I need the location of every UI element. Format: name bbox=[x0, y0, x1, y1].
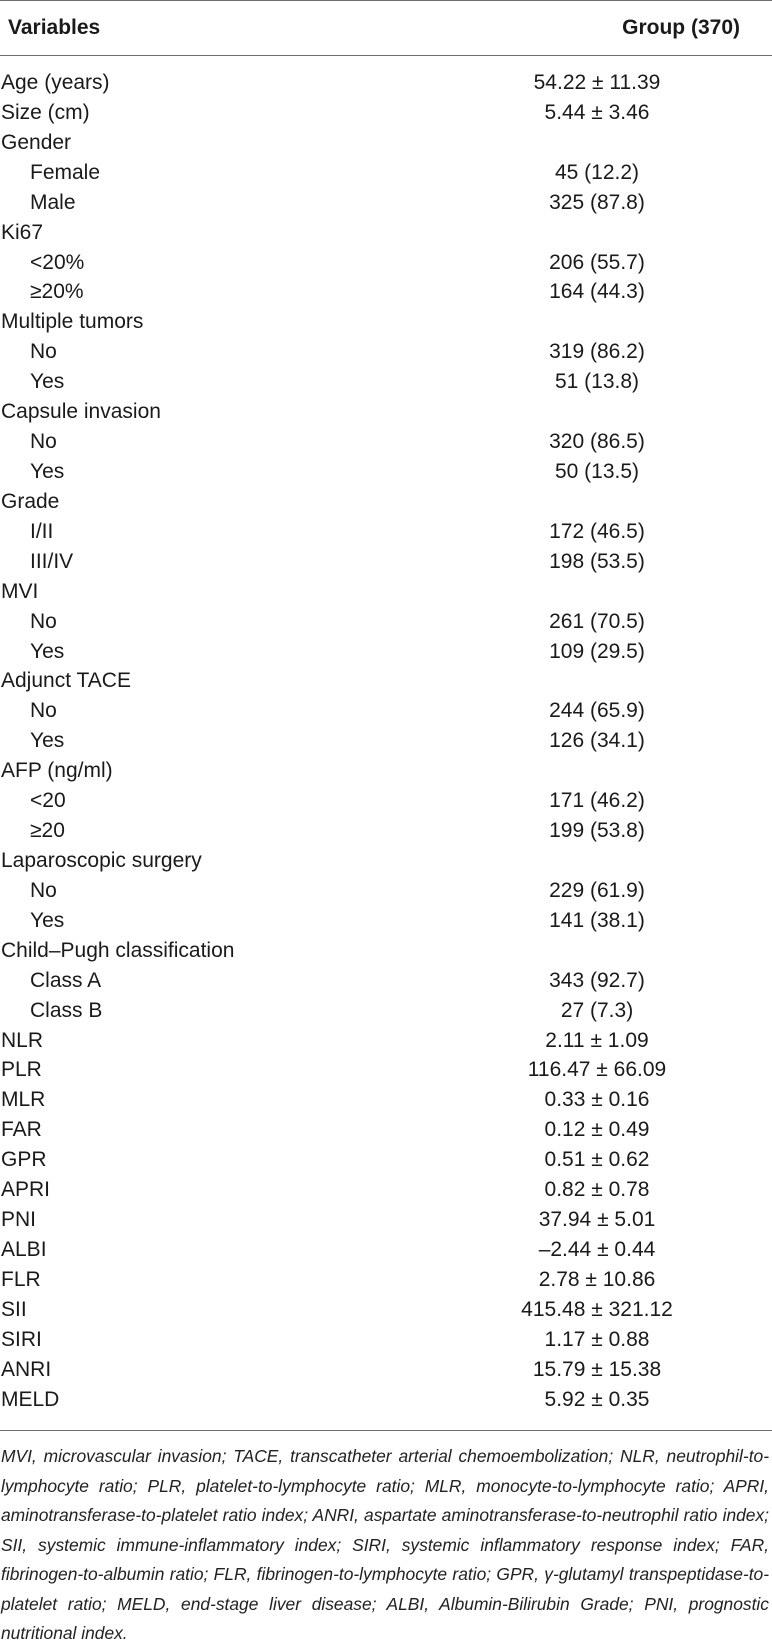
row-label: SIRI bbox=[1, 1327, 42, 1351]
row-label: Capsule invasion bbox=[1, 400, 161, 424]
row-label: Female bbox=[30, 160, 101, 184]
row-label: MLR bbox=[1, 1088, 46, 1112]
table-row bbox=[0, 1325, 772, 1355]
row-label: SII bbox=[1, 1297, 27, 1321]
row-value: 415.48 ± 321.12 bbox=[521, 1297, 673, 1321]
row-label: Yes bbox=[30, 459, 65, 483]
table-subrow bbox=[0, 337, 772, 367]
row-value: 50 (13.5) bbox=[554, 459, 640, 483]
row-value: 343 (92.7) bbox=[549, 968, 645, 992]
table-row bbox=[0, 846, 772, 876]
table-row bbox=[0, 1265, 772, 1295]
row-label: Ki67 bbox=[1, 220, 44, 244]
table-subrow bbox=[0, 876, 772, 906]
table-row bbox=[0, 1205, 772, 1235]
row-label: Age (years) bbox=[1, 71, 110, 94]
table-subrow bbox=[0, 248, 772, 278]
table-subrow bbox=[0, 188, 772, 218]
row-label: ≥20 bbox=[30, 819, 65, 843]
row-value: 37.94 ± 5.01 bbox=[538, 1208, 656, 1232]
row-label: Grade bbox=[1, 489, 60, 513]
row-label: Child–Pugh classification bbox=[1, 938, 235, 962]
table-row bbox=[0, 1385, 772, 1415]
row-label: Laparoscopic surgery bbox=[1, 848, 202, 872]
table-subrow bbox=[0, 696, 772, 726]
row-value: 1.17 ± 0.88 bbox=[544, 1327, 650, 1351]
row-label: ≥20% bbox=[30, 280, 84, 304]
table-row bbox=[0, 307, 772, 337]
row-label: No bbox=[30, 878, 57, 902]
row-value: 206 (55.7) bbox=[549, 250, 645, 274]
row-label: Male bbox=[30, 190, 76, 214]
row-value: 0.12 ± 0.49 bbox=[544, 1118, 650, 1142]
table-row bbox=[0, 1355, 772, 1385]
table-row bbox=[0, 1145, 772, 1175]
row-label: Yes bbox=[30, 639, 65, 663]
table-row bbox=[0, 218, 772, 248]
table-subrow bbox=[0, 726, 772, 756]
row-value: 325 (87.8) bbox=[549, 190, 645, 214]
row-label: GPR bbox=[1, 1148, 47, 1172]
table-row bbox=[0, 936, 772, 966]
table-row bbox=[0, 666, 772, 696]
table-subrow bbox=[0, 906, 772, 936]
row-value: 164 (44.3) bbox=[549, 280, 645, 304]
table-subrow bbox=[0, 996, 772, 1026]
table-row bbox=[0, 1115, 772, 1145]
row-value: 109 (29.5) bbox=[549, 639, 645, 663]
row-value: 261 (70.5) bbox=[549, 609, 645, 633]
row-value: 116.47 ± 66.09 bbox=[527, 1058, 667, 1082]
table-row bbox=[0, 756, 772, 786]
row-value: –2.44 ± 0.44 bbox=[538, 1237, 656, 1261]
row-value: 45 (12.2) bbox=[554, 160, 640, 184]
table-footnote: MVI, microvascular invasion; TACE, transcatheter arterial chemoembolization; NLR, neutrophil-to-lymphocyte ratio; PLR, platelet-to-lymphocyte ratio; MLR, monocyte-to-lymphocyte ratio; APRI, aminotransferase-to-platelet ratio index; ANRI, aspartate aminotransferase-to-neutrophil ratio index; SII, systemic immune-inflammatory index; SIRI, systemic inflammatory response index; FAR, fibrinogen-to-albumin ratio; FLR, fibrinogen-to-lymphocyte ratio; GPR, γ-glutamyl transpeptidase-to-platelet ratio; MELD, end-stage liver disease; ALBI, Albumin-Bilirubin Grade; PNI, prognostic nutritional index. bbox=[1, 1446, 769, 1643]
table-row bbox=[0, 68, 772, 98]
table-subrow bbox=[0, 427, 772, 457]
row-label: I/II bbox=[30, 519, 54, 543]
row-label: III/IV bbox=[30, 549, 74, 573]
row-label: No bbox=[30, 699, 57, 723]
table-subrow bbox=[0, 457, 772, 487]
row-value: 319 (86.2) bbox=[549, 340, 645, 364]
table-row bbox=[0, 1055, 772, 1085]
table-row bbox=[0, 577, 772, 607]
row-value: 54.22 ± 11.39 bbox=[533, 71, 661, 94]
table-subrow bbox=[0, 607, 772, 637]
row-label: <20% bbox=[30, 250, 85, 274]
table-row bbox=[0, 397, 772, 427]
row-label: Yes bbox=[30, 370, 65, 394]
row-value: 141 (38.1) bbox=[549, 908, 645, 932]
table-subrow bbox=[0, 637, 772, 667]
table-subrow bbox=[0, 816, 772, 846]
row-value: 198 (53.5) bbox=[549, 549, 645, 573]
row-value: 199 (53.8) bbox=[549, 819, 645, 843]
row-value: 172 (46.5) bbox=[549, 519, 645, 543]
table-bottom-rule bbox=[0, 1430, 772, 1431]
row-label: No bbox=[30, 430, 57, 454]
table-row bbox=[0, 1295, 772, 1325]
row-label: No bbox=[30, 609, 57, 633]
row-label: FAR bbox=[1, 1118, 42, 1142]
row-value: 5.44 ± 3.46 bbox=[544, 100, 650, 124]
header-rule bbox=[0, 55, 772, 56]
table-top-rule bbox=[0, 0, 772, 1]
row-label: NLR bbox=[1, 1028, 44, 1052]
row-label: MELD bbox=[1, 1387, 60, 1411]
table-row bbox=[0, 128, 772, 158]
table-subrow bbox=[0, 277, 772, 307]
row-value: 126 (34.1) bbox=[549, 729, 645, 753]
row-label: <20 bbox=[30, 789, 66, 813]
row-label: Yes bbox=[30, 729, 65, 753]
row-label: PNI bbox=[1, 1208, 37, 1232]
row-value: 5.92 ± 0.35 bbox=[544, 1387, 650, 1411]
row-value: 171 (46.2) bbox=[549, 789, 645, 813]
row-value: 0.51 ± 0.62 bbox=[544, 1148, 650, 1172]
table-subrow bbox=[0, 517, 772, 547]
row-value: 0.82 ± 0.78 bbox=[544, 1178, 650, 1202]
table-subrow bbox=[0, 158, 772, 188]
row-value: 320 (86.5) bbox=[549, 430, 645, 454]
row-label: ALBI bbox=[1, 1237, 47, 1261]
column-header-variables: Variables bbox=[8, 16, 101, 39]
row-value: 27 (7.3) bbox=[560, 998, 634, 1022]
row-label: Gender bbox=[1, 130, 72, 154]
row-value: 2.11 ± 1.09 bbox=[545, 1028, 649, 1052]
row-value: 2.78 ± 10.86 bbox=[538, 1267, 656, 1291]
row-label: MVI bbox=[1, 579, 39, 603]
table-subrow bbox=[0, 367, 772, 397]
row-label: AFP (ng/ml) bbox=[1, 759, 113, 783]
table-row bbox=[0, 98, 772, 128]
row-label: FLR bbox=[1, 1267, 41, 1291]
table-row bbox=[0, 1085, 772, 1115]
table-subrow bbox=[0, 786, 772, 816]
table-row bbox=[0, 1175, 772, 1205]
table-subrow bbox=[0, 966, 772, 996]
row-label: Multiple tumors bbox=[1, 310, 144, 334]
row-label: Adjunct TACE bbox=[1, 669, 131, 693]
row-label: Class A bbox=[30, 968, 102, 992]
row-value: 229 (61.9) bbox=[549, 878, 645, 902]
row-label: Size (cm) bbox=[1, 100, 90, 124]
table-row bbox=[0, 1235, 772, 1265]
row-value: 51 (13.8) bbox=[554, 370, 640, 394]
row-label: Yes bbox=[30, 908, 65, 932]
row-value: 0.33 ± 0.16 bbox=[544, 1088, 650, 1112]
row-label: Class B bbox=[30, 998, 103, 1022]
row-label: APRI bbox=[1, 1178, 51, 1202]
table-subrow bbox=[0, 547, 772, 577]
row-label: PLR bbox=[1, 1058, 42, 1082]
row-label: ANRI bbox=[1, 1357, 52, 1381]
table-row bbox=[0, 487, 772, 517]
row-label: No bbox=[30, 340, 57, 364]
column-header-group: Group (370) bbox=[622, 16, 740, 39]
row-value: 244 (65.9) bbox=[549, 699, 645, 723]
table-body bbox=[0, 68, 772, 1414]
row-value: 15.79 ± 15.38 bbox=[532, 1357, 662, 1381]
table-row bbox=[0, 1026, 772, 1056]
